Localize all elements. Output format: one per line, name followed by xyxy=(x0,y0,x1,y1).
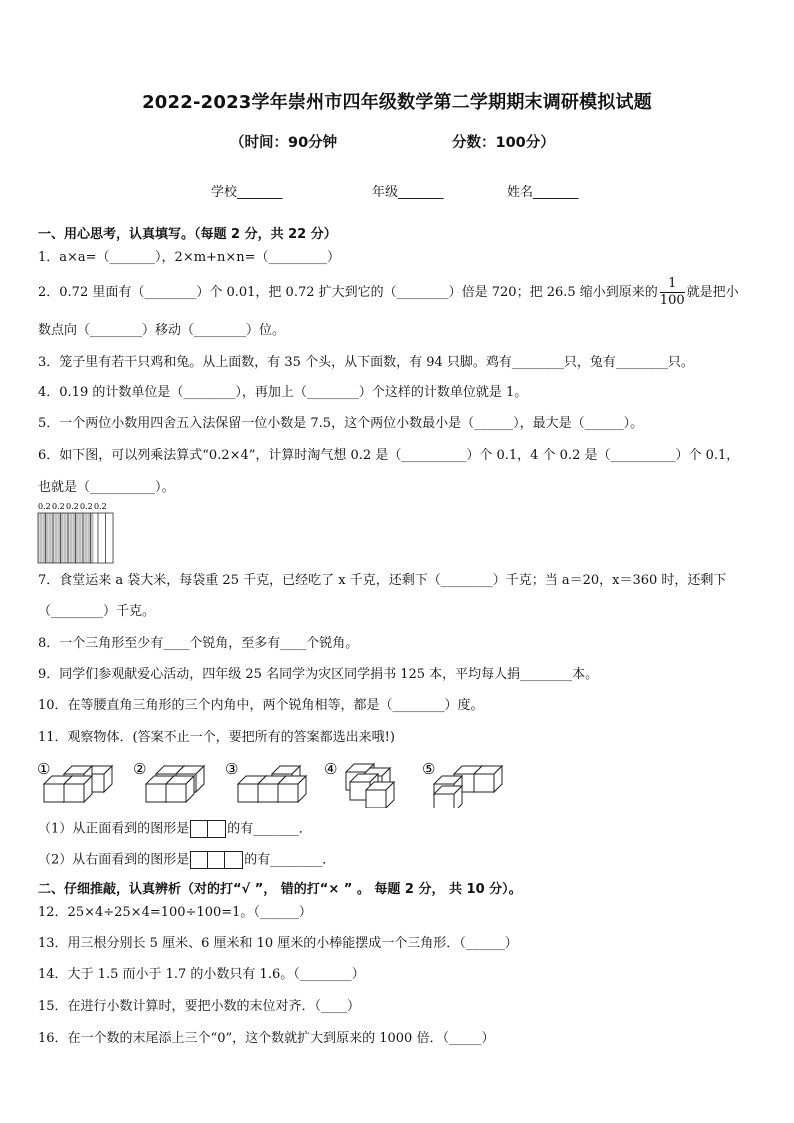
cube-figures xyxy=(36,758,756,808)
question-2-text-a: 2．0.72 里面有（________）个 0.01，把 0.72 扩大到它的（________）倍是 720；把 26.5 缩小到原来的 xyxy=(38,285,658,300)
question-6-line2: 也就是（__________）。 xyxy=(38,480,175,495)
strip-label: 0.2 xyxy=(38,502,51,511)
question-4: 4．0.19 的计数单位是（________），再加上（________）个这样的计数单位就是 1。 xyxy=(38,385,528,400)
strip-label: 0.2 xyxy=(94,502,107,511)
question-16: 16．在一个数的末尾添上三个“0”，这个数就扩大到原来的 1000 倍．（_____） xyxy=(38,1031,495,1046)
figure-label: ① xyxy=(37,760,51,778)
question-2 xyxy=(38,276,739,309)
school-field: 学校_______ xyxy=(211,185,283,200)
strip-label: 0.2 xyxy=(52,502,65,511)
question-7-line2: （________）千克。 xyxy=(38,604,156,619)
question-11-sub2 xyxy=(38,851,335,870)
question-14: 14．大于 1.5 而小于 1.7 的小数只有 1.6。（________） xyxy=(38,967,365,982)
question-5: 5．一个两位小数用四舍五入法保留一位小数是 7.5，这个两位小数最小是（______），最大是（______）。 xyxy=(38,416,644,431)
fraction-denominator: 100 xyxy=(659,293,685,308)
question-6-line1: 6．如下图，可以列乘法算式“0.2×4”，计算时淘气想 0.2 是（__________）个 0.1，4 个 0.2 是（__________）个 0.1， xyxy=(38,448,740,463)
fraction-numerator: 1 xyxy=(660,276,685,293)
cube-figure-5 xyxy=(434,766,502,808)
strip-label: 0.2 xyxy=(66,502,79,511)
decimal-strip-figure xyxy=(37,500,115,564)
figure-label: ④ xyxy=(324,760,338,778)
right-view-shape-icon xyxy=(190,851,243,869)
strip-label: 0.2 xyxy=(80,502,93,511)
question-11-sub1 xyxy=(38,820,312,839)
fraction xyxy=(660,276,685,309)
question-12: 12．25×4÷25×4=100÷100=1。（______） xyxy=(38,905,312,920)
question-9: 9．同学们参观献爱心活动，四年级 25 名同学为灾区同学捐书 125 本，平均每人捐________本。 xyxy=(38,667,599,682)
grade-field: 年级_______ xyxy=(372,185,444,200)
question-7-line1: 7．食堂运来 a 袋大米，每袋重 25 千克，已经吃了 x 千克，还剩下（________）千克；当 a＝20，x＝360 时，还剩下 xyxy=(38,573,727,588)
page-title: 2022-2023学年崇州市四年级数学第二学期期末调研模拟试题 xyxy=(142,92,652,113)
question-15: 15．在进行小数计算时，要把小数的末位对齐．（____） xyxy=(38,999,361,1014)
question-3: 3．笼子里有若干只鸡和兔。从上面数，有 35 个头，从下面数，有 94 只脚。鸡有________只，兔有________只。 xyxy=(38,355,694,370)
figure-label: ③ xyxy=(225,760,239,778)
figure-label: ② xyxy=(133,760,147,778)
question-11: 11．观察物体．(答案不止一个，要把所有的答案都选出来哦!) xyxy=(38,730,395,745)
exam-score: 分数：100分） xyxy=(452,135,555,151)
front-view-shape-icon xyxy=(190,820,226,838)
sub2-text-a: （2）从右面看到的图形是 xyxy=(38,852,190,868)
sub1-text-a: （1）从正面看到的图形是 xyxy=(38,821,190,837)
section-2-heading: 二、仔细推敲，认真辨析（对的打“√ ”， 错的打“× ” 。 每题 2 分， 共 10 分）。 xyxy=(38,882,522,897)
sub2-text-b: 的有________． xyxy=(244,852,336,868)
exam-time: （时间：90分钟 xyxy=(230,135,338,151)
cube-figure-2 xyxy=(146,766,204,802)
figure-label: ⑤ xyxy=(422,760,436,778)
section-1-heading: 一、用心思考，认真填写。（每题 2 分，共 22 分） xyxy=(38,227,337,242)
name-field: 姓名_______ xyxy=(507,185,579,200)
question-1: 1．a×a=（_______），2×m+n×n=（_________） xyxy=(38,250,340,265)
question-2-line2: 数点向（________）移动（________）位。 xyxy=(38,323,286,338)
cube-figure-3 xyxy=(238,766,306,802)
cube-figure-4 xyxy=(346,764,394,808)
question-13: 13．用三根分别长 5 厘米、6 厘米和 10 厘米的小棒能摆成一个三角形．（______） xyxy=(38,936,518,951)
cube-figure-1 xyxy=(44,766,112,802)
question-10: 10．在等腰直角三角形的三个内角中，两个锐角相等，都是（________）度。 xyxy=(38,698,484,713)
question-2-text-b: 就是把小 xyxy=(686,285,739,300)
question-8: 8．一个三角形至少有____个锐角，至多有____个锐角。 xyxy=(38,636,359,651)
sub1-text-b: 的有_______． xyxy=(227,821,312,837)
